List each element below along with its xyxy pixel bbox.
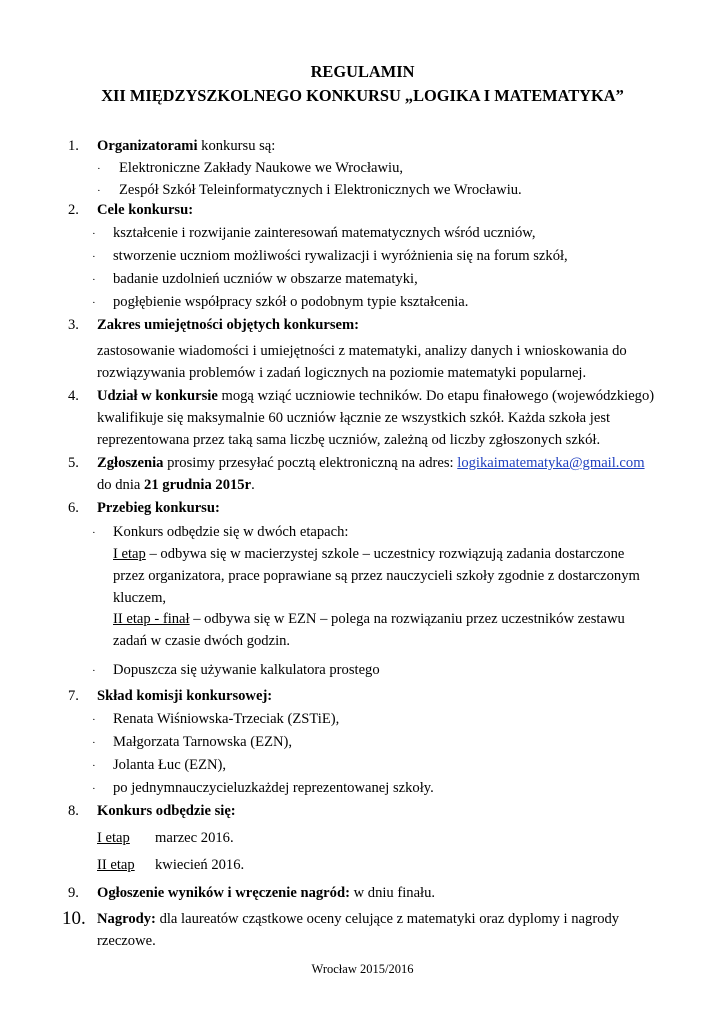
section-9-line (97, 885, 435, 902)
footer-text: Wrocław 2015/2016 (311, 962, 414, 976)
section-5-deadline (97, 477, 255, 494)
section-7-heading: Skład komisji konkursowej: (97, 688, 273, 704)
etap-1-label: I etap (113, 546, 146, 562)
section-10-number: 10. (62, 908, 86, 929)
section-3-number: 3. (68, 317, 79, 333)
section-7-number: 7. (68, 688, 79, 704)
etap-2-text: – odbywa się w EZN – polega na rozwiązaniu przez uczestników zestawu (189, 611, 625, 627)
section-9-bold: Ogłoszenie wyników i wręczenie nagród: (97, 885, 350, 901)
document-title: REGULAMIN (310, 62, 415, 81)
committee-member: Jolanta Łuc (EZN), (113, 757, 227, 773)
section-8-heading: Konkurs odbędzie się: (97, 803, 236, 819)
section-4-number: 4. (68, 388, 79, 404)
etap-1-text: – odbywa się w macierzystej szkole – uczestnicy rozwiązują zadania dostarczone (145, 546, 625, 562)
section-4-bold: Udział w konkursie (97, 388, 218, 404)
bullet-icon: · (97, 185, 101, 197)
bullet-icon: · (92, 665, 96, 677)
section-6-item: Konkurs odbędzie się w dwóch etapach: (113, 524, 349, 540)
bullet-icon: · (92, 251, 96, 263)
etap-2-text: zadań w czasie dwóch godzin. (113, 633, 291, 649)
committee-member: Renata Wiśniowska-Trzeciak (ZSTiE), (113, 711, 340, 727)
section-10-bold: Nagrody: (97, 911, 156, 927)
section-5-line (97, 455, 645, 472)
section-4-text: kwalifikuje się maksymalnie 60 uczniów łącznie ze wszystkich szkół. Każda szkoła jest (97, 410, 611, 426)
section-10-text: rzeczowe. (97, 933, 156, 949)
section-5-number: 5. (68, 455, 79, 471)
bullet-icon: · (97, 163, 101, 175)
bullet-icon: · (92, 783, 96, 795)
bullet-icon: · (92, 714, 96, 726)
etap-2-label: II etap - finał (113, 611, 190, 627)
document-subtitle: XII MIĘDZYSZKOLNEGO KONKURSU „LOGIKA I MATEMATYKA” (101, 86, 624, 105)
bullet-icon: · (92, 760, 96, 772)
section-8-number: 8. (68, 803, 79, 819)
etap-2-line (113, 611, 625, 628)
section-9-rest: w dniu finału. (349, 885, 436, 901)
section-3-text: zastosowanie wiadomości i umiejętności z matematyki, analizy danych i wnioskowania do (97, 343, 627, 359)
schedule-value: kwiecień 2016. (155, 857, 245, 873)
bullet-icon: · (92, 527, 96, 539)
committee-member: Małgorzata Tarnowska (EZN), (113, 734, 293, 750)
section-4-text: reprezentowana przez taką sama liczbę uczniów, zależną od liczby zgłoszonych szkół. (97, 432, 601, 448)
section-2-heading: Cele konkursu: (97, 202, 194, 218)
etap-1-text: kluczem, (113, 590, 167, 606)
schedule-value: marzec 2016. (155, 830, 234, 846)
section-6-number: 6. (68, 500, 79, 516)
bullet-icon: · (92, 274, 96, 286)
section-2-number: 2. (68, 202, 79, 218)
email-link[interactable]: logikaimatematyka@gmail.com (457, 455, 645, 471)
section-1-number: 1. (68, 138, 79, 154)
section-1-bold: Organizatorami (97, 138, 198, 154)
section-6-item: Dopuszcza się używanie kalkulatora prostego (113, 662, 380, 678)
section-6-heading: Przebieg konkursu: (97, 500, 220, 516)
section-4-line (97, 388, 654, 405)
section-3-text: rozwiązywania problemów i zadań logicznych na poziomie matematyki popularnej. (97, 365, 587, 381)
bullet-icon: · (92, 297, 96, 309)
section-1-item: Zespół Szkół Teleinformatycznych i Elektronicznych we Wrocławiu. (119, 182, 522, 198)
section-1-item: Elektroniczne Zakłady Naukowe we Wrocławiu, (119, 160, 404, 176)
etap-1-text: przez organizatora, prace poprawiane są przez nauczycieli szkoły zgodnie z dostarczonym (113, 568, 640, 584)
section-10-line (97, 911, 619, 928)
section-2-item: stworzenie uczniom możliwości rywalizacji i wyróżnienia się na forum szkół, (113, 248, 568, 264)
section-1-rest: konkursu są: (197, 138, 276, 154)
schedule-label: I etap (97, 830, 130, 846)
bullet-icon: · (92, 737, 96, 749)
deadline-date: 21 grudnia 2015r (144, 477, 252, 493)
section-4-rest: mogą wziąć uczniowie techników. Do etapu finałowego (wojewódzkiego) (217, 388, 655, 404)
section-9-number: 9. (68, 885, 79, 901)
section-2-item: badanie uzdolnień uczniów w obszarze matematyki, (113, 271, 418, 287)
section-5-bold: Zgłoszenia (97, 455, 164, 471)
section-5-rest: prosimy przesyłać pocztą elektroniczną na adres: (163, 455, 458, 471)
etap-1-line (113, 546, 624, 563)
section-2-item: kształcenie i rozwijanie zainteresowań matematycznych wśród uczniów, (113, 225, 536, 241)
section-10-rest: dla laureatów cząstkowe oceny celujące z matematyki oraz dyplomy i nagrody (155, 911, 620, 927)
section-2-item: pogłębienie współpracy szkół o podobnym typie kształcenia. (113, 294, 469, 310)
deadline-suffix: . (251, 477, 255, 493)
committee-member: po jednymnauczycieluzkażdej reprezentowanej szkoły. (113, 780, 434, 796)
schedule-label: II etap (97, 857, 135, 873)
bullet-icon: · (92, 228, 96, 240)
deadline-prefix: do dnia (97, 477, 145, 493)
section-1-heading (97, 138, 275, 155)
section-3-heading: Zakres umiejętności objętych konkursem: (97, 317, 360, 333)
